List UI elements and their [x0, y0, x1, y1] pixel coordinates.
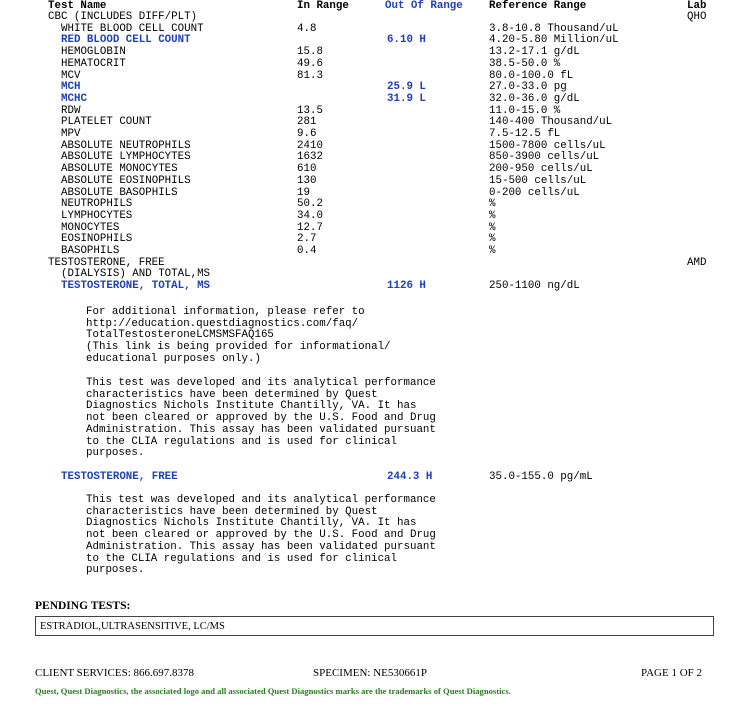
- table-row: [0, 281, 750, 293]
- pending-tests-title: PENDING TESTS:: [35, 600, 131, 612]
- in-range-value: 0.4: [297, 245, 317, 257]
- note-line: Diagnostics Nichols Institute Chantilly, VA. It has: [86, 400, 417, 413]
- table-row: [0, 12, 750, 24]
- out-of-range-value: 31.9 L: [387, 92, 426, 105]
- col-header-test-name: Test Name: [48, 0, 107, 12]
- note-line: to the CLIA regulations and is used for clinical: [86, 435, 398, 448]
- note-line: TotalTestosteroneLCMSMSFAQ165: [86, 329, 274, 342]
- note-line: (This link is being provided for informational/: [86, 341, 391, 354]
- table-row: [0, 117, 750, 129]
- out-of-range-value: 1126 H: [387, 280, 426, 293]
- note-block-total-disclaimer: [86, 378, 436, 460]
- out-of-range-value: 244.3 H: [387, 471, 433, 483]
- reference-range: 0-200 cells/uL: [489, 186, 580, 199]
- reference-range: %: [489, 209, 496, 222]
- reference-range: 35.0-155.0 pg/mL: [489, 471, 593, 483]
- note-block-free-disclaimer: [86, 495, 436, 577]
- note-block-total-link: [86, 307, 391, 366]
- reference-range: 7.5-12.5 fL: [489, 128, 561, 140]
- reference-range: 13.2-17.1 g/dL: [489, 46, 580, 59]
- reference-range: 3.8-10.8 Thousand/uL: [489, 22, 619, 35]
- test-name: TESTOSTERONE, FREE: [61, 471, 178, 483]
- table-row: [0, 71, 750, 83]
- trademark-notice: Quest, Quest Diagnostics, the associated logo and all associated Quest Diagnostics marks are the trademarks of Quest Diagnostics.: [35, 686, 511, 696]
- test-name: ABSOLUTE LYMPHOCYTES: [61, 151, 191, 164]
- test-name: TESTOSTERONE, TOTAL, MS: [61, 280, 211, 293]
- reference-range: 15-500 cells/uL: [489, 174, 587, 187]
- lab-code: AMD: [687, 256, 707, 269]
- test-name: ABSOLUTE MONOCYTES: [61, 163, 178, 176]
- reference-range: 38.5-50.0 %: [489, 57, 561, 70]
- reference-range: %: [489, 245, 496, 257]
- test-name: RED BLOOD CELL COUNT: [61, 34, 191, 47]
- reference-range: 250-1100 ng/dL: [489, 280, 580, 293]
- table-row: [0, 176, 750, 188]
- out-of-range-value: 6.10 H: [387, 34, 426, 47]
- test-name: RDW: [61, 104, 81, 117]
- in-range-value: 15.8: [297, 46, 323, 59]
- reference-range: 200-950 cells/uL: [489, 163, 593, 176]
- client-services: CLIENT SERVICES: 866.697.8378: [35, 667, 195, 679]
- note-line: to the CLIA regulations and is used for clinical: [86, 552, 398, 565]
- note-line: purposes.: [86, 447, 145, 460]
- note-line: Diagnostics Nichols Institute Chantilly, VA. It has: [86, 517, 417, 530]
- reference-range: 1500-7800 cells/uL: [489, 139, 606, 152]
- test-name: ABSOLUTE BASOPHILS: [61, 186, 178, 199]
- note-line: educational purposes only.): [86, 352, 261, 365]
- reference-range: 27.0-33.0 pg: [489, 81, 567, 94]
- in-range-value: 610: [297, 163, 317, 176]
- reference-range: 850-3900 cells/uL: [489, 151, 600, 164]
- note-line: purposes.: [86, 564, 145, 577]
- specimen-id: SPECIMEN: NE530661P: [313, 667, 427, 679]
- test-name: LYMPHOCYTES: [61, 209, 133, 222]
- table-row-free-testosterone: [0, 472, 750, 484]
- in-range-value: 34.0: [297, 209, 323, 222]
- test-name: MCHC: [61, 92, 87, 105]
- test-name: HEMOGLOBIN: [61, 46, 126, 59]
- note-line: not been cleared or approved by the U.S. Food and Drug: [86, 412, 436, 425]
- note-line: Administration. This assay has been validated pursuant: [86, 423, 436, 436]
- test-name: CBC (INCLUDES DIFF/PLT): [48, 11, 198, 23]
- pending-tests-box: [35, 616, 714, 636]
- test-name: ABSOLUTE EOSINOPHILS: [61, 174, 191, 187]
- table-row: [0, 94, 750, 106]
- reference-range: 4.20-5.80 Million/uL: [489, 34, 619, 47]
- test-name: EOSINOPHILS: [61, 233, 133, 246]
- col-header-reference-range: Reference Range: [489, 0, 587, 12]
- reference-range: 11.0-15.0 %: [489, 104, 561, 117]
- page-number: PAGE 1 OF 2: [641, 667, 703, 679]
- note-line: Administration. This assay has been validated pursuant: [86, 540, 436, 553]
- in-range-value: 130: [297, 174, 317, 187]
- out-of-range-value: 25.9 L: [387, 81, 426, 94]
- test-name: BASOPHILS: [61, 245, 120, 257]
- in-range-value: 19: [297, 186, 310, 199]
- table-row: [0, 82, 750, 94]
- test-name: PLATELET COUNT: [61, 116, 152, 129]
- test-name: HEMATOCRIT: [61, 57, 126, 70]
- table-row: [0, 59, 750, 71]
- test-name: MCV: [61, 69, 81, 82]
- lab-code: QHO: [687, 11, 707, 23]
- in-range-value: 9.6: [297, 128, 317, 140]
- col-header-lab: Lab: [687, 0, 707, 12]
- in-range-value: 2.7: [297, 233, 317, 246]
- note-line: This test was developed and its analytical performance: [86, 377, 436, 389]
- test-name: ABSOLUTE NEUTROPHILS: [61, 139, 191, 152]
- col-header-out-of-range: Out Of Range: [385, 0, 463, 12]
- in-range-value: 49.6: [297, 57, 323, 70]
- col-header-in-range: In Range: [297, 0, 349, 12]
- in-range-value: 2410: [297, 139, 323, 152]
- reference-range: 80.0-100.0 fL: [489, 69, 574, 82]
- in-range-value: 4.8: [297, 22, 317, 35]
- reference-range: %: [489, 198, 496, 211]
- in-range-value: 1632: [297, 151, 323, 164]
- in-range-value: 281: [297, 116, 317, 129]
- test-name: MCH: [61, 81, 81, 94]
- note-line: characteristics have been determined by Quest: [86, 505, 378, 518]
- table-row: [0, 129, 750, 141]
- test-name: TESTOSTERONE, FREE: [48, 256, 165, 269]
- in-range-value: 13.5: [297, 104, 323, 117]
- note-line: This test was developed and its analytical performance: [86, 494, 436, 506]
- test-name: MONOCYTES: [61, 221, 120, 234]
- reference-range: %: [489, 221, 496, 234]
- note-line: characteristics have been determined by Quest: [86, 388, 378, 401]
- test-name: (DIALYSIS) AND TOTAL,MS: [61, 268, 211, 281]
- pending-test-item: ESTRADIOL,ULTRASENSITIVE, LC/MS: [40, 621, 225, 632]
- note-line: not been cleared or approved by the U.S. Food and Drug: [86, 529, 436, 542]
- test-name: NEUTROPHILS: [61, 198, 133, 211]
- reference-range: 140-400 Thousand/uL: [489, 116, 613, 129]
- reference-range: 32.0-36.0 g/dL: [489, 92, 580, 105]
- table-row: [0, 211, 750, 223]
- note-line: For additional information, please refer to: [86, 306, 365, 318]
- in-range-value: 81.3: [297, 69, 323, 82]
- in-range-value: 50.2: [297, 198, 323, 211]
- test-name: MPV: [61, 128, 81, 140]
- test-name: WHITE BLOOD CELL COUNT: [61, 22, 204, 35]
- note-line: http://education.questdiagnostics.com/faq/: [86, 317, 359, 330]
- table-row: [0, 246, 750, 258]
- in-range-value: 12.7: [297, 221, 323, 234]
- reference-range: %: [489, 233, 496, 246]
